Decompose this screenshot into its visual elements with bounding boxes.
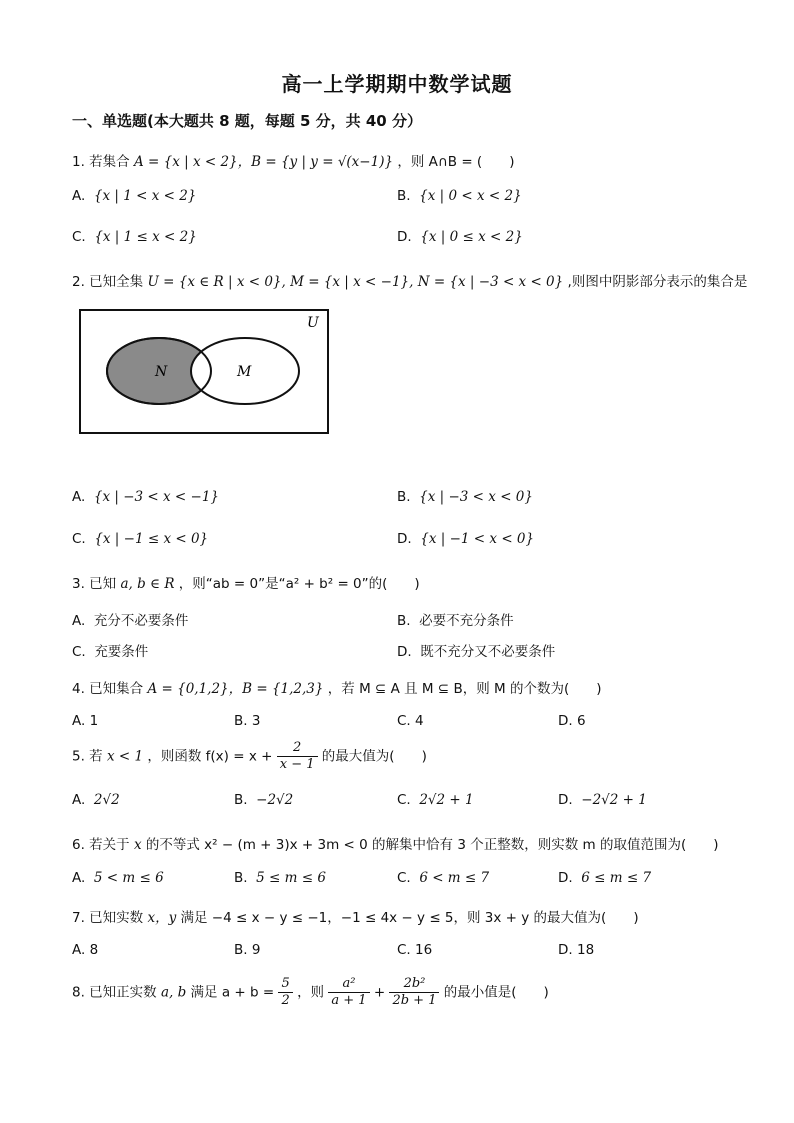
option-text: {x | 0 ≤ x < 2} [420, 229, 523, 245]
option-label: C. [72, 644, 86, 660]
option-text: 18 [576, 942, 595, 958]
question-7-suffix: 满足 −4 ≤ x − y ≤ −1，−1 ≤ 4x − y ≤ 5，则 3x + y 的最大值为( ) [180, 910, 639, 926]
option-text: 必要不充分条件 [419, 613, 514, 629]
fraction-denominator: 2b + 1 [392, 993, 437, 1008]
fraction-numerator: 2 [277, 740, 318, 757]
option-text: {x | 1 < x < 2} [93, 188, 197, 204]
option-label: C. [397, 942, 411, 958]
question-2-option-b[interactable] [397, 489, 533, 505]
option-text: {x | −1 ≤ x < 0} [94, 531, 209, 547]
question-7-math: x，y [147, 910, 177, 926]
question-8-suffix: 的最小值是( ) [443, 984, 549, 1001]
question-3-option-c[interactable] [72, 640, 148, 660]
question-8-fraction-condition [278, 976, 292, 1009]
question-1-prefix: 1. 若集合 [72, 154, 130, 170]
question-6-suffix: 的不等式 x² − (m + 3)x + 3m < 0 的解集中恰有 3 个正整数，则实数 m 的取值范围为( ) [145, 837, 719, 853]
question-1-math: A = {x | x < 2}，B = {y | y = √(x−1)} [133, 154, 394, 170]
question-8-stem [72, 976, 549, 1009]
question-4-option-b[interactable] [234, 713, 260, 729]
question-4-option-d[interactable] [558, 713, 586, 729]
question-5-option-c[interactable] [397, 792, 474, 808]
question-6-option-a[interactable] [72, 870, 164, 886]
question-6-prefix: 6. 若关于 [72, 837, 130, 853]
fraction-denominator: a + 1 [331, 993, 367, 1008]
option-text: 2√2 + 1 [419, 792, 474, 808]
option-label: D. [397, 644, 412, 660]
question-4-prefix: 4. 已知集合 [72, 681, 144, 697]
page-title: 高一上学期期中数学试题 [281, 72, 513, 96]
question-2-option-d[interactable] [397, 531, 534, 547]
question-2-suffix: ,则图中阴影部分表示的集合是 [567, 274, 748, 290]
question-3-prefix: 3. 已知 [72, 576, 117, 592]
question-5-prefix: 5. 若 [72, 748, 103, 765]
question-7-option-d[interactable] [558, 942, 594, 958]
option-label: A. [72, 713, 86, 729]
question-4-suffix: ，若 M ⊆ A 且 M ⊆ B，则 M 的个数为( ) [327, 681, 602, 697]
question-6-option-d[interactable] [558, 870, 651, 886]
question-7-option-a[interactable] [72, 942, 98, 958]
set-n-label: N [155, 364, 168, 380]
question-5-suffix: 的最大值为( ) [321, 748, 427, 765]
question-7-option-c[interactable] [397, 942, 432, 958]
option-label: D. [558, 942, 573, 958]
question-3-math: a, b ∈ R [120, 576, 175, 592]
question-1-suffix: ，则 A∩B = ( ) [397, 154, 515, 170]
option-label: D. [397, 229, 412, 245]
option-label: C. [72, 229, 86, 245]
option-label: D. [558, 792, 573, 808]
option-text: 6 < m ≤ 7 [419, 870, 490, 886]
option-text: 5 ≤ m ≤ 6 [256, 870, 326, 886]
option-text: {x | −1 < x < 0} [420, 531, 535, 547]
section-heading: 一、单选题(本大题共 8 题，每题 5 分，共 40 分） [72, 112, 422, 130]
question-5-option-b[interactable] [234, 792, 293, 808]
fraction-numerator: 2b² [389, 976, 439, 993]
question-7-prefix: 7. 已知实数 [72, 910, 144, 926]
question-7-option-b[interactable] [234, 942, 260, 958]
option-label: A. [72, 792, 86, 808]
question-3-option-a[interactable] [72, 609, 188, 629]
fraction-denominator: x − 1 [279, 757, 315, 772]
option-text: {x | 1 ≤ x < 2} [94, 229, 197, 245]
option-text: 充要条件 [94, 644, 149, 660]
option-label: D. [558, 870, 573, 886]
question-6-option-c[interactable] [397, 870, 489, 886]
question-6-math: x [133, 837, 142, 853]
option-label: C. [72, 531, 86, 547]
question-8-fraction-2 [389, 976, 439, 1009]
option-label: D. [558, 713, 573, 729]
option-label: B. [397, 489, 411, 505]
question-4-option-c[interactable] [397, 713, 424, 729]
option-text: 8 [89, 942, 99, 958]
question-5-stem [72, 740, 427, 773]
fraction-numerator: 5 [278, 976, 292, 993]
option-label: C. [397, 870, 411, 886]
question-1-option-a[interactable] [72, 188, 196, 204]
question-6-stem [72, 833, 718, 853]
option-label: B. [397, 188, 411, 204]
option-text: 6 [576, 713, 586, 729]
question-8-math: a, b [160, 984, 187, 1001]
option-text: 4 [415, 713, 424, 729]
option-label: D. [397, 531, 412, 547]
question-2-option-c[interactable] [72, 531, 208, 547]
option-text: 9 [251, 942, 261, 958]
option-label: B. [234, 713, 248, 729]
option-text: −2√2 [256, 792, 294, 808]
option-text: 2√2 [93, 792, 120, 808]
option-label: B. [397, 613, 411, 629]
option-label: C. [397, 792, 411, 808]
option-text: 3 [251, 713, 261, 729]
option-text: 1 [89, 713, 99, 729]
question-3-option-b[interactable] [397, 609, 514, 629]
option-text: 既不充分又不必要条件 [420, 644, 556, 660]
venn-diagram [79, 309, 331, 437]
question-4-math: A = {0,1,2}，B = {1,2,3} [147, 681, 324, 697]
set-m-label: M [237, 364, 252, 380]
option-label: A. [72, 942, 86, 958]
question-4-stem [72, 677, 602, 697]
question-8-condition: 满足 a + b = [190, 984, 275, 1001]
question-3-option-d[interactable] [397, 640, 555, 660]
question-1-stem [72, 150, 514, 170]
option-text: {x | 0 < x < 2} [419, 188, 522, 204]
question-3-stem [72, 572, 420, 592]
universal-set-label: U [307, 315, 319, 331]
option-text: {x | −3 < x < 0} [419, 489, 533, 505]
fraction-denominator: 2 [281, 993, 290, 1008]
question-8-then: ，则 [297, 984, 325, 1001]
option-text: 5 < m ≤ 6 [93, 870, 164, 886]
question-1-option-c[interactable] [72, 229, 197, 245]
option-label: B. [234, 942, 248, 958]
fraction-numerator: a² [328, 976, 369, 993]
option-text: 16 [415, 942, 433, 958]
question-5-math: x < 1 [106, 748, 144, 765]
option-text: 充分不必要条件 [93, 613, 189, 629]
question-2-prefix: 2. 已知全集 [72, 274, 144, 290]
question-7-stem [72, 906, 639, 926]
question-8-prefix: 8. 已知正实数 [72, 984, 157, 1001]
option-label: B. [234, 870, 248, 886]
option-label: A. [72, 613, 86, 629]
option-text: 6 ≤ m ≤ 7 [581, 870, 652, 886]
question-5-option-d[interactable] [558, 792, 647, 808]
question-5-function: ，则函数 f(x) = x + [147, 748, 273, 765]
question-1-option-d[interactable] [397, 229, 523, 245]
question-2-option-a[interactable] [72, 489, 219, 505]
option-text: {x | −3 < x < −1} [93, 489, 220, 505]
question-4-option-a[interactable] [72, 713, 98, 729]
question-2-stem [72, 270, 747, 290]
option-label: A. [72, 870, 86, 886]
question-6-option-b[interactable] [234, 870, 326, 886]
option-label: A. [72, 489, 86, 505]
option-label: B. [234, 792, 248, 808]
question-2-math: U = {x ∈ R | x < 0}, M = {x | x < −1}, N = {x | −3 < x < 0} [147, 274, 564, 290]
option-label: C. [397, 713, 411, 729]
option-label: A. [72, 188, 86, 204]
question-1-option-b[interactable] [397, 188, 522, 204]
question-3-suffix: ，则“ab = 0”是“a² + b² = 0”的( ) [178, 576, 420, 592]
question-8-fraction-1 [328, 976, 369, 1009]
question-5-option-a[interactable] [72, 792, 120, 808]
question-5-fraction [277, 740, 318, 773]
option-text: −2√2 + 1 [581, 792, 647, 808]
plus-sign: + [373, 984, 386, 1001]
